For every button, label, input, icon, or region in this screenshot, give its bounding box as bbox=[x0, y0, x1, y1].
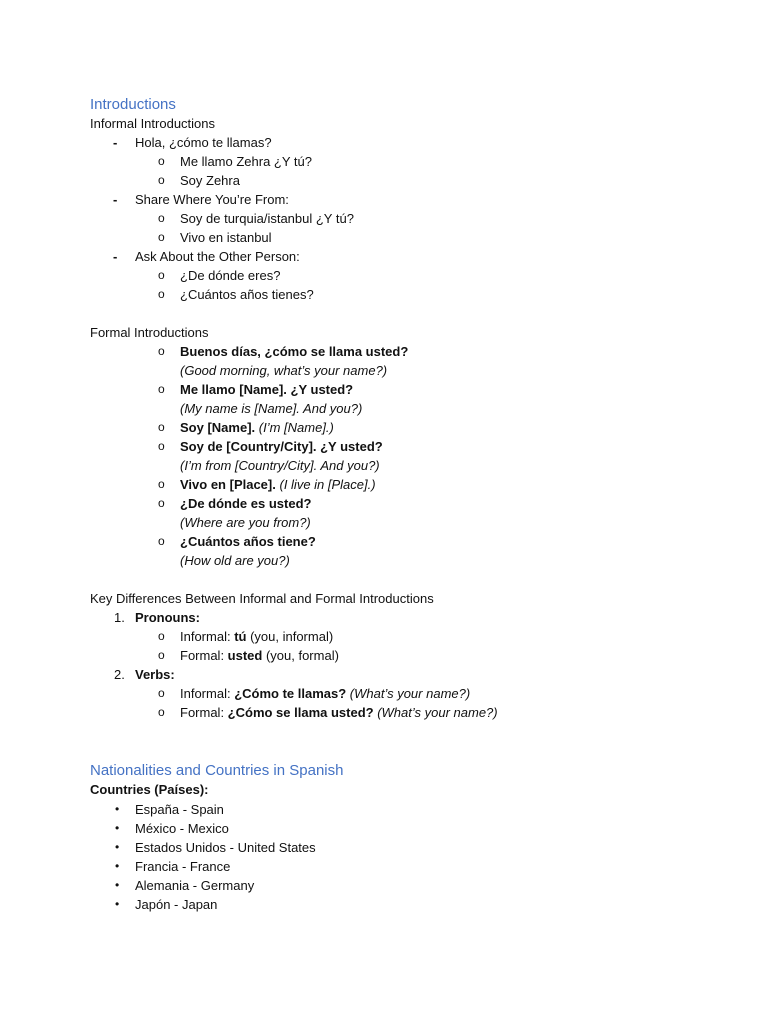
circle-marker: o bbox=[158, 344, 165, 358]
circle-marker: o bbox=[158, 211, 165, 225]
country-item: España - Spain bbox=[135, 802, 224, 817]
circle-marker: o bbox=[158, 705, 165, 719]
list-number: 1. bbox=[114, 610, 125, 625]
section-title-nationalities: Nationalities and Countries in Spanish bbox=[90, 762, 344, 779]
bullet-marker: • bbox=[115, 802, 120, 816]
formal-item-inline bbox=[180, 418, 334, 437]
countries-title: Countries (Países): bbox=[90, 782, 209, 797]
circle-marker: o bbox=[158, 154, 165, 168]
informal-item: Soy de turquia/istanbul ¿Y tú? bbox=[180, 211, 354, 226]
section-title-introductions: Introductions bbox=[90, 96, 176, 113]
informal-group-label: Ask About the Other Person: bbox=[135, 249, 300, 264]
circle-marker: o bbox=[158, 439, 165, 453]
informal-group-label: Hola, ¿cómo te llamas? bbox=[135, 135, 272, 150]
differences-label: Pronouns: bbox=[135, 610, 200, 625]
informal-item: Soy Zehra bbox=[180, 173, 240, 188]
formal-phrase: Buenos días, ¿cómo se llama usted? bbox=[180, 344, 409, 359]
bullet-marker: • bbox=[115, 859, 120, 873]
country-item: Alemania - Germany bbox=[135, 878, 255, 893]
formal-item-inline bbox=[180, 475, 376, 494]
bullet-marker: • bbox=[115, 878, 120, 892]
differences-subitem: Informal: tú (you, informal) bbox=[180, 629, 334, 644]
formal-phrase: Me llamo [Name]. ¿Y usted? bbox=[180, 382, 354, 397]
formal-title: Formal Introductions bbox=[90, 325, 209, 340]
circle-marker: o bbox=[158, 534, 165, 548]
country-item: Japón - Japan bbox=[135, 897, 218, 912]
circle-marker: o bbox=[158, 477, 165, 491]
circle-marker: o bbox=[158, 629, 165, 643]
formal-phrase: Vivo en [Place]. bbox=[180, 477, 276, 492]
country-item: Francia - France bbox=[135, 859, 231, 874]
circle-marker: o bbox=[158, 173, 165, 187]
bullet-marker: • bbox=[115, 897, 120, 911]
formal-phrase: ¿Cuántos años tiene? bbox=[180, 534, 316, 549]
circle-marker: o bbox=[158, 230, 165, 244]
differences-subitem: Formal: ¿Cómo se llama usted? (What’s your name?) bbox=[180, 705, 498, 720]
formal-phrase: Soy de [Country/City]. ¿Y usted? bbox=[180, 439, 383, 454]
circle-marker: o bbox=[158, 496, 165, 510]
formal-translation: (I’m from [Country/City]. And you?) bbox=[180, 458, 380, 473]
informal-item: ¿De dónde eres? bbox=[180, 268, 281, 283]
dash-marker: - bbox=[113, 249, 118, 264]
dash-marker: - bbox=[113, 192, 118, 207]
circle-marker: o bbox=[158, 382, 165, 396]
circle-marker: o bbox=[158, 268, 165, 282]
country-item: México - Mexico bbox=[135, 821, 229, 836]
dash-marker: - bbox=[113, 135, 118, 150]
list-number: 2. bbox=[114, 667, 125, 682]
formal-translation: (How old are you?) bbox=[180, 553, 290, 568]
differences-subitem: Formal: usted (you, formal) bbox=[180, 648, 339, 663]
circle-marker: o bbox=[158, 648, 165, 662]
circle-marker: o bbox=[158, 686, 165, 700]
formal-translation: (Good morning, what’s your name?) bbox=[180, 363, 388, 378]
formal-translation: (My name is [Name]. And you?) bbox=[180, 401, 363, 416]
circle-marker: o bbox=[158, 420, 165, 434]
bullet-marker: • bbox=[115, 840, 120, 854]
formal-translation: (I’m [Name].) bbox=[258, 420, 334, 435]
differences-label: Verbs: bbox=[135, 667, 175, 682]
bullet-marker: • bbox=[115, 821, 120, 835]
informal-group-label: Share Where You’re From: bbox=[135, 192, 289, 207]
formal-phrase: ¿De dónde es usted? bbox=[180, 496, 312, 511]
informal-item: Me llamo Zehra ¿Y tú? bbox=[180, 154, 312, 169]
informal-item: Vivo en istanbul bbox=[180, 230, 272, 245]
formal-translation: (Where are you from?) bbox=[180, 515, 311, 530]
differences-title: Key Differences Between Informal and Formal Introductions bbox=[90, 591, 434, 606]
formal-translation: (I live in [Place].) bbox=[279, 477, 376, 492]
informal-item: ¿Cuántos años tienes? bbox=[180, 287, 314, 302]
informal-title: Informal Introductions bbox=[90, 116, 216, 131]
formal-phrase: Soy [Name]. bbox=[180, 420, 256, 435]
differences-subitem: Informal: ¿Cómo te llamas? (What’s your name?) bbox=[180, 686, 471, 701]
circle-marker: o bbox=[158, 287, 165, 301]
country-item: Estados Unidos - United States bbox=[135, 840, 316, 855]
